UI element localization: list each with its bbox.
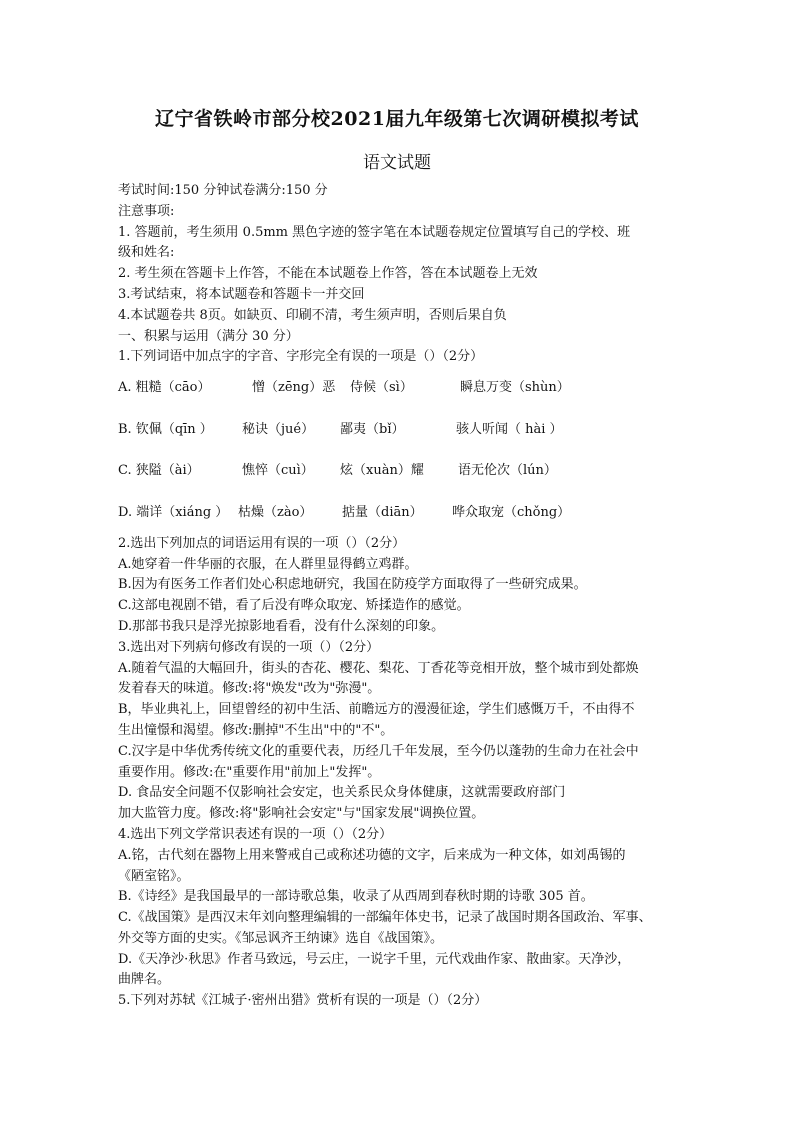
q4-option-d-line-2: 曲牌名。 [118,972,171,988]
section-1-heading: 一、积累与运用（满分 30 分） [118,328,299,344]
q1-option-d [118,503,678,524]
q4-option-b: B.《诗经》是我国最早的一部诗歌总集，收录了从西周到春秋时期的诗歌 305 首。 [118,889,594,905]
question-3-stem: 3.选出对下列病句修改有误的一项（）（2分） [118,639,380,655]
q1-b-term-1: B. 钦佩（qīn ） [118,421,213,437]
q1-option-b [118,420,678,441]
q2-option-c: C.这部电视剧不错，看了后没有哗众取宠、矫揉造作的感觉。 [118,598,470,614]
q1-a-term-1: A. 粗糙（cāo） [118,380,211,396]
q1-d-term-2: 枯燥（zào） [238,504,313,520]
q1-b-term-4: 骇人听闻（ hài ） [456,421,563,437]
q1-a-term-2: 憎（zēng）恶 [252,380,336,396]
q3-option-a-line-1: A.随着气温的大幅回升，街头的杏花、樱花、梨花、丁香花等竞相开放，整个城市到处都焕 [118,660,639,676]
note-3: 3.考试结束，将本试题卷和答题卡一并交回 [118,286,365,302]
q4-option-c-line-1: C.《战国策》是西汉末年刘向整理编辑的一部编年体史书，记录了战国时期各国政治、军事、 [118,910,652,926]
q1-d-term-4: 哗众取宠（chǒng） [452,504,571,520]
q4-option-a-line-1: A.铭，古代刻在器物上用来警戒自己或称述功德的文字，后来成为一种文体，如刘禹锡的 [118,847,626,863]
q1-b-term-2: 秘诀（jué） [242,421,315,437]
question-1-stem: 1.下列词语中加点字的字音、字形完全有误的一项是（）（2分） [118,349,484,365]
q3-option-d-line-1: D. 食品安全问题不仅影响社会安定，也关系民众身体健康，这就需要政府部门 [118,785,566,801]
exam-time-line: 考试时间:150 分钟试卷满分:150 分 [118,183,328,198]
exam-title: 辽宁省铁岭市部分校2021届九年级第七次调研模拟考试 [155,108,639,130]
q1-c-term-1: C. 狭隘（ài） [118,463,200,479]
q4-option-d-line-1: D.《天净沙·秋思》作者马致远，号云庄，一说字千里，元代戏曲作家、散曲家。天净沙， [118,951,631,967]
note-1-line-a: 1. 答题前，考生须用 0.5mm 黑色字迹的签字笔在本试题卷规定位置填写自己的学校、班 [118,224,631,240]
note-2: 2. 考生须在答题卡上作答，不能在本试题卷上作答，答在本试题卷上无效 [118,266,538,282]
q3-option-d-line-2: 加大监管力度。修改:将"影响社会安定"与"国家发展"调换位置。 [118,806,485,822]
q3-option-c-line-1: C.汉字是中华优秀传统文化的重要代表，历经几千年发展，至今仍以蓬勃的生命力在社会中 [118,743,639,759]
exam-subtitle: 语文试题 [363,153,431,173]
question-4-stem: 4.选出下列文学常识表述有误的一项（）（2分） [118,826,393,842]
q1-b-term-3: 鄙夷（bǐ） [340,421,405,437]
q1-option-c [118,461,678,482]
q1-a-term-3: 侍候（sì） [350,380,413,396]
note-4: 4.本试题卷共 8页。如缺页、印刷不清，考生须声明，否则后果自负 [118,307,507,323]
question-5-stem: 5.下列对苏轼《江城子·密州出猎》赏析有误的一项是（）（2分） [118,993,488,1009]
q1-c-term-3: 炫（xuàn）耀 [340,463,424,479]
q2-option-d: D.那部书我只是浮光掠影地看看，没有什么深刻的印象。 [118,618,445,634]
q2-option-b: B.因为有医务工作者们处心积虑地研究，我国在防疫学方面取得了一些研究成果。 [118,577,587,593]
q4-option-a-line-2: 《陋室铭》。 [118,868,190,884]
q1-c-term-2: 憔悴（cuì） [242,463,314,479]
q2-option-a: A.她穿着一件华丽的衣服，在人群里显得鹤立鸡群。 [118,556,418,572]
q3-option-c-line-2: 重要作用。修改:在"重要作用"前加上"发挥"。 [118,764,381,780]
q1-d-term-3: 掂量（diān） [342,504,423,520]
q4-option-c-line-2: 外交等方面的史实。《邹忌讽齐王纳谏》选自《战国策》。 [118,930,444,946]
q1-a-term-4: 瞬息万变（shùn） [460,380,570,396]
q3-option-a-line-2: 发着春天的味道。修改:将"焕发"改为"弥漫"。 [118,681,381,697]
note-1-line-b: 级和姓名: [118,245,175,261]
q1-c-term-4: 语无伦次（lún） [458,463,557,479]
q1-d-term-1: D. 端详（xiáng ） [118,504,229,520]
notes-title: 注意事项: [118,203,175,219]
exam-body [118,181,678,1012]
q1-option-a [118,378,678,399]
question-2-stem: 2.选出下列加点的词语运用有误的一项（）（2分） [118,535,406,551]
q3-option-b-line-2: 生出憧憬和渴望。修改:删掉"不生出"中的"不"。 [118,722,394,738]
q3-option-b-line-1: B，毕业典礼上，回望曾经的初中生活、前瞻远方的漫漫征途，学生们感慨万千，不由得不 [118,702,635,718]
